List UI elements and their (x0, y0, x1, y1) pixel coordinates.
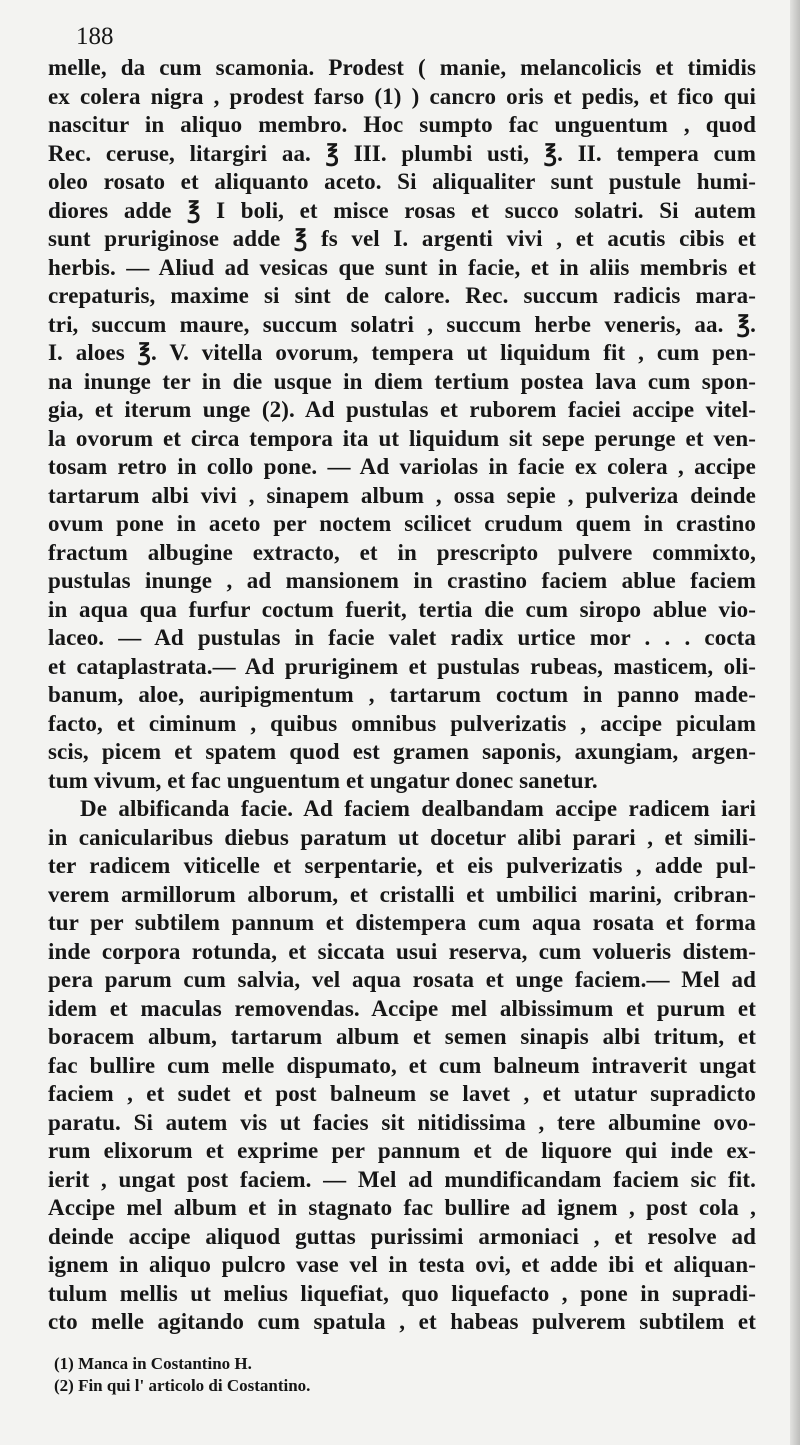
text-line: ignem in aliquo pulcro vase vel in testa ovi, et adde ibi et aliquan- (48, 1252, 756, 1277)
footnotes (48, 1353, 756, 1397)
text-line: na inunge ter in die usque in diem tertium postea lava cum spon- (48, 368, 756, 394)
text-line: la ovorum et circa tempora ita ut liquidum sit sepe perunge et ven- (48, 425, 756, 451)
text-line: rum elixorum et exprime per pannum et de liquore qui inde ex- (48, 1138, 756, 1163)
section-heading-line: De albificanda facie. Ad faciem dealbandam accipe radicem iari (80, 796, 756, 821)
footnote-2: (2) Fin qui l' articolo di Costantino. (54, 1375, 311, 1395)
text-line: I. aloes ℥. V. vitella ovorum, tempera ut liquidum fit , cum pen- (48, 340, 756, 365)
page-number: 188 (76, 23, 114, 50)
text-line: fractum albugine extracto, et in prescripto pulvere commixto, (48, 539, 756, 565)
text-line: boracem album, tartarum album et semen sinapis albi tritum, et (48, 1024, 756, 1049)
text-line: banum, aloe, auripigmentum , tartarum coctum in panno made- (48, 682, 756, 707)
text-line: diores adde ℥ I boli, et misce rosas et succo solatri. Si autem (48, 197, 756, 223)
footnote-1: (1) Manca in Costantino H. (54, 1353, 252, 1373)
text-line: inde corpora rotunda, et siccata usui reserva, cum volueris distem- (48, 938, 756, 964)
text-line: Rec. ceruse, litargiri aa. ℥ III. plumbi usti, ℥. II. tempera cum (48, 140, 756, 166)
text-line: tur per subtilem pannum et distempera cum aqua rosata et forma (48, 910, 756, 935)
text-line: pera parum cum salvia, vel aqua rosata et unge faciem.— Mel ad (48, 967, 756, 992)
text-line: cto melle agitando cum spatula , et habeas pulverem subtilem et (48, 1309, 756, 1334)
text-line: herbis. — Aliud ad vesicas que sunt in facie, et in aliis membris et (48, 254, 756, 280)
text-line: pustulas inunge , ad mansionem in crastino faciem ablue faciem (48, 568, 756, 593)
text-line: fac bullire cum melle dispumato, et cum balneum intraverit ungat (48, 1052, 756, 1078)
text-line: ovum pone in aceto per noctem scilicet crudum quem in crastino (48, 511, 756, 536)
text-line: melle, da cum scamonia. Prodest ( manie, melancolicis et timidis (48, 55, 756, 80)
text-line: gia, et iterum unge (2). Ad pustulas et ruborem faciei accipe vitel- (48, 397, 756, 422)
text-line: in aqua qua furfur coctum fuerit, tertia die cum siropo ablue vio- (48, 596, 756, 622)
text-line: deinde accipe aliquod guttas purissimi armoniaci , et resolve ad (48, 1223, 756, 1249)
text-line: ter radicem viticelle et serpentarie, et eis pulverizatis , adde pul- (48, 853, 756, 878)
text-line: tum vivum, et fac unguentum et ungatur donec sanetur. (48, 767, 598, 793)
scan-edge-shadow (790, 0, 800, 1445)
text-line: tosam retro in collo pone. — Ad variolas in facie ex colera , accipe (48, 454, 756, 479)
body-text (48, 54, 756, 1337)
text-line: in canicularibus diebus paratum ut docetur alibi parari , et simili- (48, 824, 756, 850)
text-line: laceo. — Ad pustulas in facie valet radix urtice mor . . . cocta (48, 625, 756, 650)
text-line: verem armillorum alborum, et cristalli et umbilici marini, cribran- (48, 881, 756, 907)
text-line: ex colera nigra , prodest farso (1) ) cancro oris et pedis, et fico qui (48, 83, 756, 109)
text-line: tri, succum maure, succum solatri , succum herbe veneris, aa. ℥. (48, 311, 756, 337)
text-line: tulum mellis ut melius liquefiat, quo liquefacto , pone in supradi- (48, 1280, 756, 1306)
text-line: oleo rosato et aliquanto aceto. Si aliqualiter sunt pustule humi- (48, 169, 756, 194)
text-line: sunt pruriginose adde ℥ fs vel I. argenti vivi , et acutis cibis et (48, 226, 756, 251)
text-line: crepaturis, maxime si sint de calore. Rec. succum radicis mara- (48, 283, 756, 308)
text-line: idem et maculas removendas. Accipe mel albissimum et purum et (48, 995, 756, 1021)
text-line: tartarum albi vivi , sinapem album , ossa sepie , pulveriza deinde (48, 482, 756, 508)
text-line: et cataplastrata.— Ad pruriginem et pustulas rubeas, masticem, oli- (48, 653, 756, 679)
text-line: Accipe mel album et in stagnato fac bullire ad ignem , post cola , (48, 1195, 756, 1220)
text-line: scis, picem et spatem quod est gramen saponis, axungiam, argen- (48, 739, 756, 764)
text-line: facto, et ciminum , quibus omnibus pulverizatis , accipe piculam (48, 710, 756, 736)
text-line: paratu. Si autem vis ut facies sit nitidissima , tere albumine ovo- (48, 1109, 756, 1135)
text-line: faciem , et sudet et post balneum se lavet , et utatur supradicto (48, 1081, 756, 1106)
book-page (48, 22, 756, 1397)
text-line: ierit , ungat post faciem. — Mel ad mundificandam faciem sic fit. (48, 1166, 756, 1192)
text-line: nascitur in aliquo membro. Hoc sumpto fac unguentum , quod (48, 112, 756, 137)
